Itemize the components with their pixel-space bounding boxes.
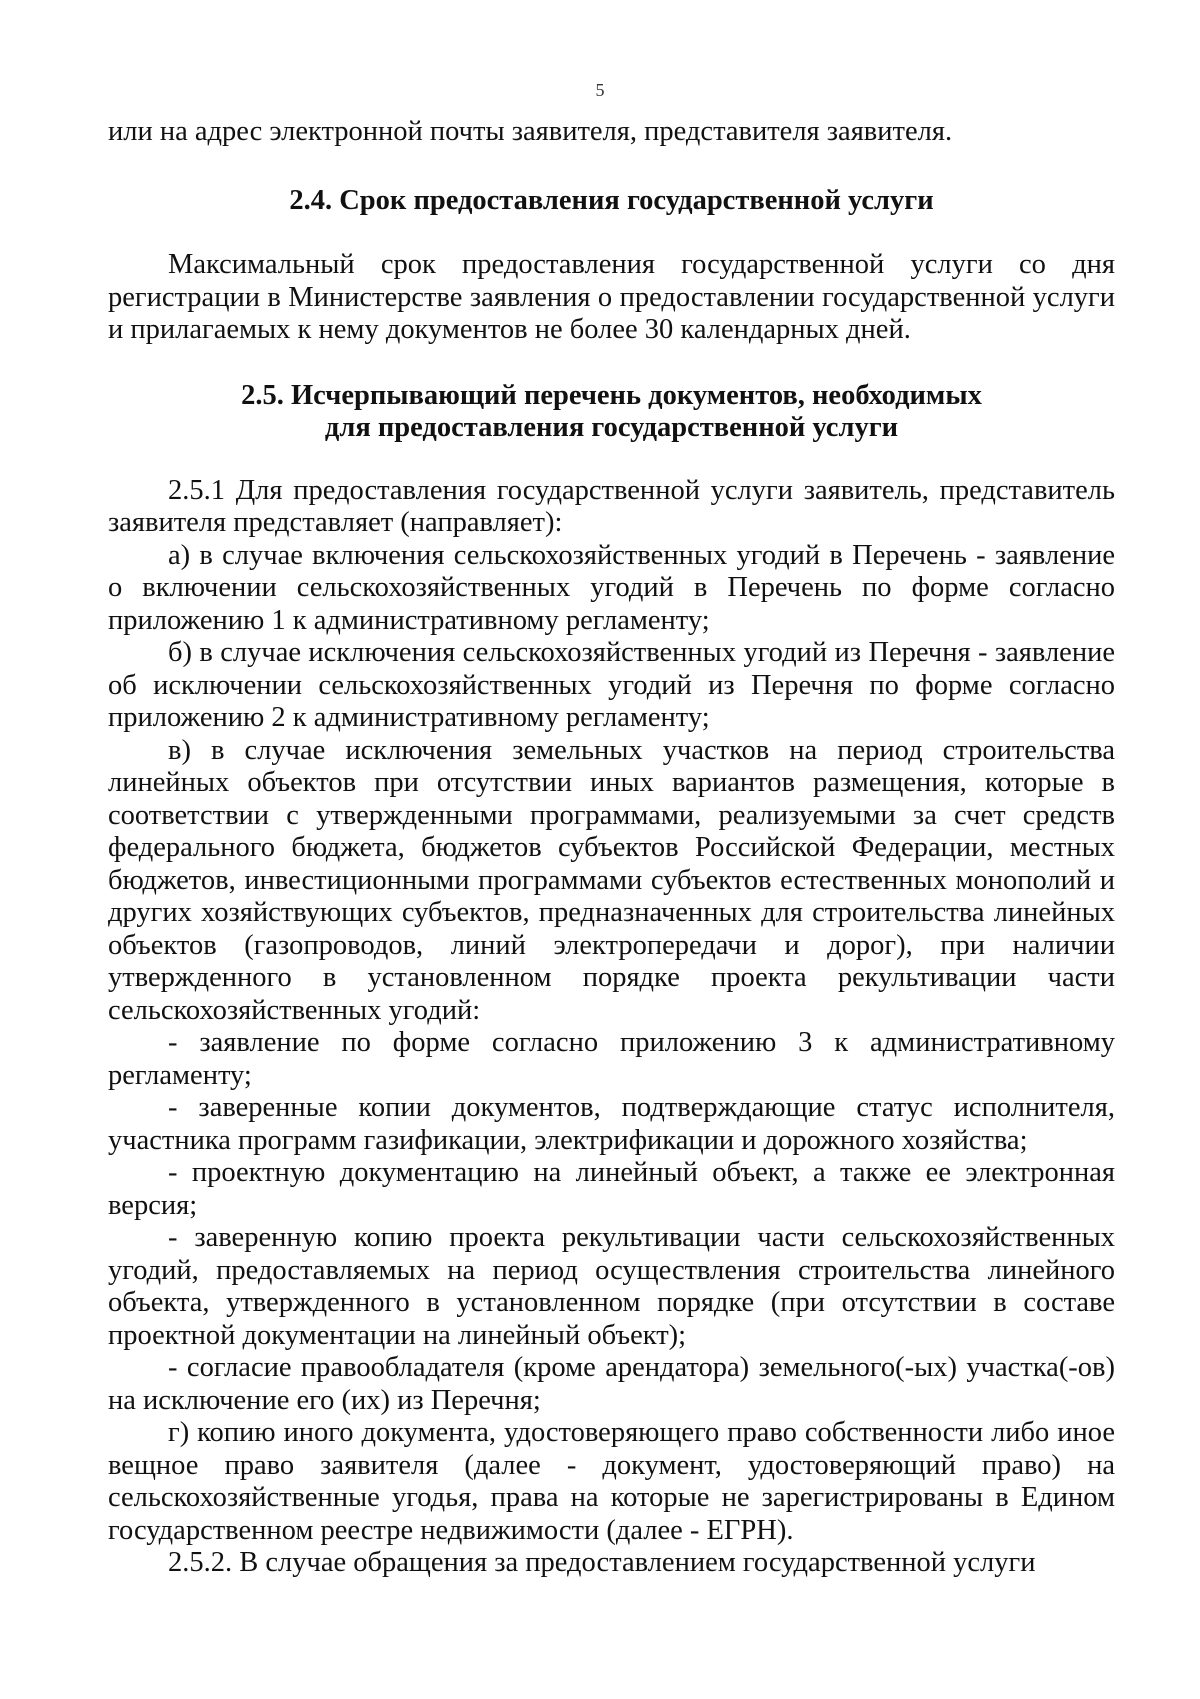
paragraph-term: Максимальный срок предоставления государственной услуги со дня регистрации в Министерстве заявления о предоставлении государственной услуги и прилагаемых к нему документов не более 30 календарных дней. — [108, 249, 1115, 345]
list-item-reclamation-project: - заверенную копию проекта рекультивации части сельскохозяйственных угодий, предоставляемых на период осуществления строительства линейного объекта, утвержденного в установленном порядке (при отсутствии в составе проектной документации на линейный объект); — [108, 1222, 1115, 1351]
list-item-consent: - согласие правообладателя (кроме арендатора) земельного(-ых) участка(-ов) на исключение его (их) из Перечня; — [108, 1352, 1115, 1416]
paragraph-item-a: а) в случае включения сельскохозяйственных угодий в Перечень - заявление о включении сельскохозяйственных угодий в Перечень по форме согласно приложению 1 к административному регламенту; — [108, 539, 1115, 636]
paragraph-2-5-1: 2.5.1 Для предоставления государственной услуги заявитель, представитель заявителя представляет (направляет): — [108, 474, 1115, 538]
section-heading-2-5 — [108, 380, 1115, 445]
paragraph-item-b: б) в случае исключения сельскохозяйственных угодий из Перечня - заявление об исключении сельскохозяйственных угодий из Перечня по форме согласно приложению 2 к административному регламенту; — [108, 637, 1115, 733]
paragraph-item-g: г) копию иного документа, удостоверяющего право собственности либо иное вещное право заявителя (далее - документ, удостоверяющий право) на сельскохозяйственные угодья, права на которые не зарегистрированы в Едином государственном реестре недвижимости (далее - ЕГРН). — [108, 1417, 1115, 1546]
list-item-project-docs: - проектную документацию на линейный объект, а также ее электронная версия; — [108, 1157, 1115, 1221]
list-item-application: - заявление по форме согласно приложению 3 к административному регламенту; — [108, 1027, 1115, 1091]
list-item-certified-copies: - заверенные копии документов, подтверждающие статус исполнителя, участника программ газификации, электрификации и дорожного хозяйства; — [108, 1092, 1115, 1156]
paragraph-continuation: или на адрес электронной почты заявителя, представителя заявителя. — [108, 116, 953, 147]
paragraph-item-v: в) в случае исключения земельных участков на период строительства линейных объектов при отсутствии иных вариантов размещения, которые в соответствии с утвержденными программами, реализуемыми за счет средств федерального бюджета, бюджетов субъектов Российской Федерации, местных бюджетов, инвестиционными программами субъектов естественных монополий и других хозяйствующих субъектов, предназначенных для строительства линейных объектов (газопроводов, линий электропередачи и дорог), при наличии утвержденного в установленном порядке проекта рекультивации части сельскохозяйственных угодий: — [108, 734, 1115, 1026]
section-heading-2-5-line-2: для предоставления государственной услуги — [324, 412, 899, 443]
section-heading-2-4: 2.4. Срок предоставления государственной услуги — [289, 184, 934, 216]
document-body — [108, 116, 1115, 1580]
paragraph-2-5-2: 2.5.2. В случае обращения за предоставлением государственной услуги — [168, 1547, 1036, 1578]
page-number: 5 — [595, 80, 605, 100]
section-heading-2-5-line-1: 2.5. Исчерпывающий перечень документов, необходимых — [241, 379, 982, 411]
